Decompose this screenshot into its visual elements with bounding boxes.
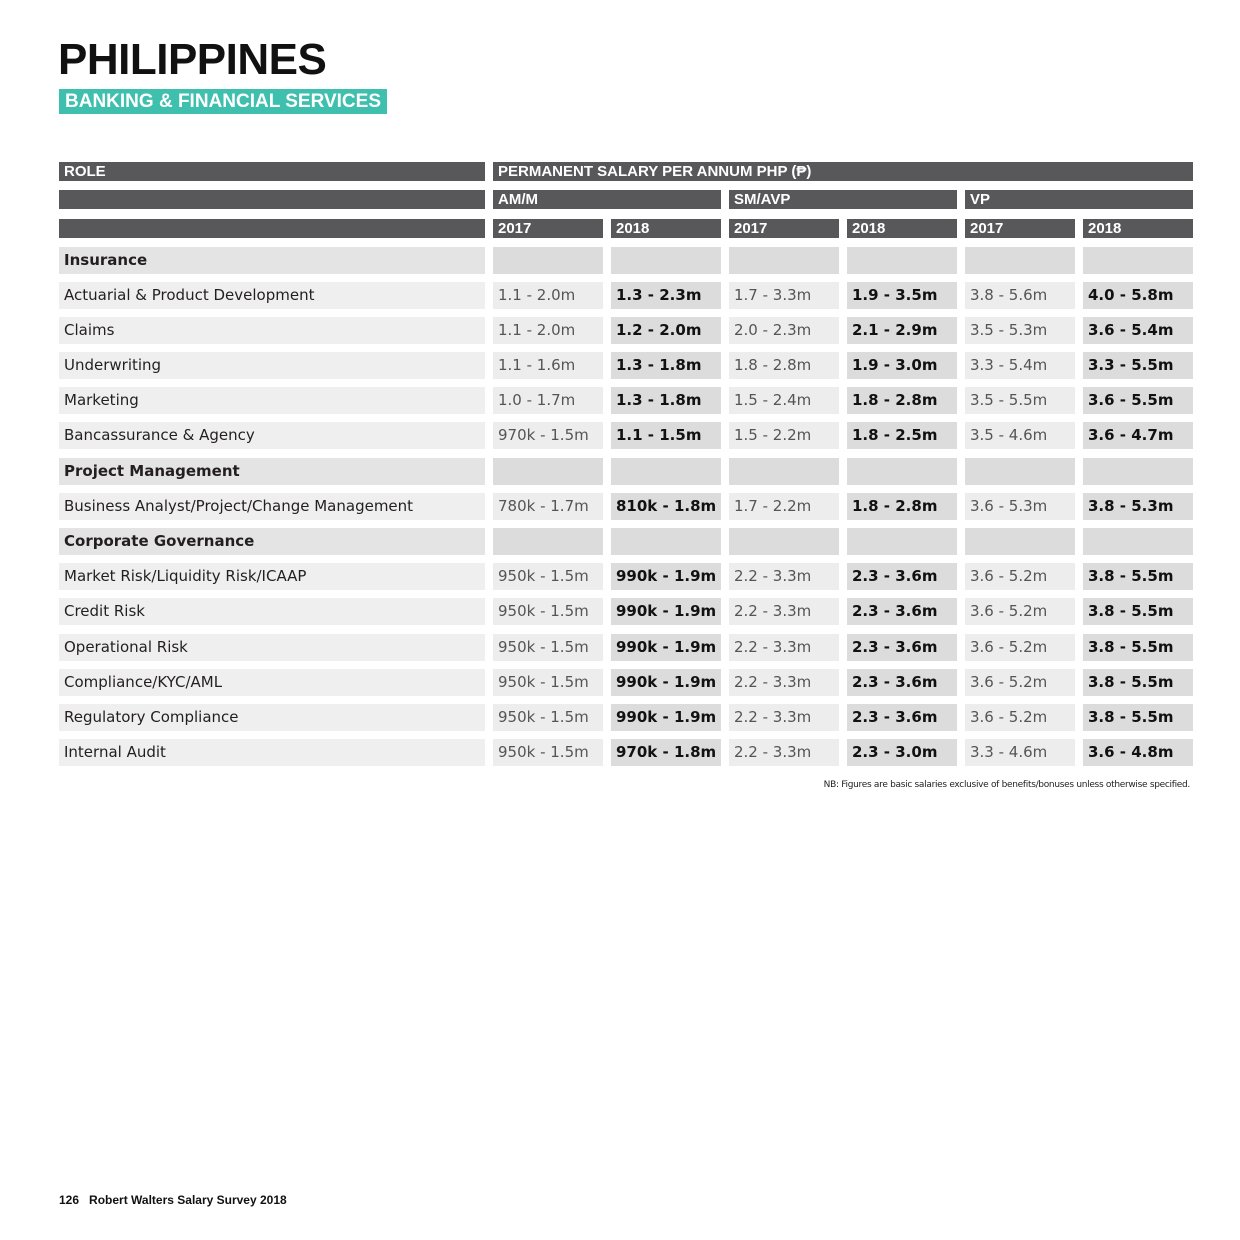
section-heading: Insurance (59, 247, 485, 274)
salary-cell: 1.9 - 3.0m (847, 352, 957, 379)
salary-cell: 1.3 - 1.8m (611, 352, 721, 379)
salary-cell: 1.1 - 1.6m (493, 352, 603, 379)
salary-cell: 1.8 - 2.8m (729, 352, 839, 379)
salary-cell: 3.8 - 5.5m (1083, 669, 1193, 696)
salary-cell: 1.7 - 2.2m (729, 493, 839, 520)
header-year: 2017 (965, 219, 1075, 238)
salary-cell: 3.8 - 5.5m (1083, 563, 1193, 590)
header-blank (59, 219, 485, 238)
page-title: PHILIPPINES (58, 35, 327, 84)
section-blank-cell (847, 528, 957, 555)
role-name: Underwriting (59, 352, 485, 379)
header-level: VP (965, 190, 1193, 209)
header-year: 2017 (729, 219, 839, 238)
salary-cell: 2.3 - 3.6m (847, 634, 957, 661)
salary-cell: 3.8 - 5.3m (1083, 493, 1193, 520)
section-blank-cell (1083, 247, 1193, 274)
salary-cell: 3.6 - 5.2m (965, 634, 1075, 661)
role-name: Compliance/KYC/AML (59, 669, 485, 696)
salary-cell: 990k - 1.9m (611, 598, 721, 625)
salary-cell: 950k - 1.5m (493, 598, 603, 625)
salary-cell: 2.2 - 3.3m (729, 669, 839, 696)
salary-cell: 1.8 - 2.5m (847, 422, 957, 449)
section-blank-cell (729, 247, 839, 274)
section-blank-cell (611, 458, 721, 485)
salary-cell: 950k - 1.5m (493, 704, 603, 731)
salary-cell: 970k - 1.8m (611, 739, 721, 766)
salary-cell: 1.2 - 2.0m (611, 317, 721, 344)
section-blank-cell (611, 528, 721, 555)
header-blank (59, 190, 485, 209)
salary-cell: 3.6 - 5.3m (965, 493, 1075, 520)
header-year: 2018 (847, 219, 957, 238)
salary-cell: 990k - 1.9m (611, 563, 721, 590)
publication-name: Robert Walters Salary Survey 2018 (89, 1193, 287, 1207)
salary-cell: 2.0 - 2.3m (729, 317, 839, 344)
section-blank-cell (493, 247, 603, 274)
header-year: 2018 (611, 219, 721, 238)
section-subtitle: BANKING & FINANCIAL SERVICES (59, 89, 387, 114)
salary-cell: 3.3 - 5.5m (1083, 352, 1193, 379)
section-blank-cell (493, 458, 603, 485)
salary-cell: 3.6 - 5.2m (965, 704, 1075, 731)
salary-cell: 3.8 - 5.5m (1083, 598, 1193, 625)
salary-cell: 3.6 - 5.2m (965, 598, 1075, 625)
role-name: Credit Risk (59, 598, 485, 625)
salary-cell: 1.7 - 3.3m (729, 282, 839, 309)
salary-cell: 950k - 1.5m (493, 739, 603, 766)
section-heading: Corporate Governance (59, 528, 485, 555)
salary-cell: 1.3 - 1.8m (611, 387, 721, 414)
salary-cell: 1.8 - 2.8m (847, 387, 957, 414)
salary-cell: 3.6 - 5.2m (965, 669, 1075, 696)
role-name: Regulatory Compliance (59, 704, 485, 731)
salary-cell: 2.3 - 3.6m (847, 563, 957, 590)
salary-cell: 990k - 1.9m (611, 634, 721, 661)
section-blank-cell (729, 458, 839, 485)
role-name: Operational Risk (59, 634, 485, 661)
page-footer (59, 1193, 297, 1207)
salary-cell: 3.8 - 5.5m (1083, 634, 1193, 661)
salary-cell: 3.6 - 5.5m (1083, 387, 1193, 414)
section-blank-cell (493, 528, 603, 555)
salary-cell: 3.6 - 5.2m (965, 563, 1075, 590)
salary-cell: 1.9 - 3.5m (847, 282, 957, 309)
header-salary: PERMANENT SALARY PER ANNUM PHP (₱) (493, 162, 1193, 181)
salary-cell: 810k - 1.8m (611, 493, 721, 520)
salary-cell: 950k - 1.5m (493, 634, 603, 661)
salary-cell: 2.2 - 3.3m (729, 598, 839, 625)
salary-cell: 950k - 1.5m (493, 669, 603, 696)
section-blank-cell (1083, 528, 1193, 555)
salary-cell: 3.8 - 5.6m (965, 282, 1075, 309)
role-name: Bancassurance & Agency (59, 422, 485, 449)
salary-cell: 3.6 - 4.8m (1083, 739, 1193, 766)
salary-cell: 1.1 - 1.5m (611, 422, 721, 449)
role-name: Marketing (59, 387, 485, 414)
salary-cell: 2.2 - 3.3m (729, 634, 839, 661)
salary-cell: 950k - 1.5m (493, 563, 603, 590)
section-blank-cell (965, 247, 1075, 274)
salary-cell: 990k - 1.9m (611, 704, 721, 731)
salary-cell: 2.3 - 3.6m (847, 669, 957, 696)
role-name: Actuarial & Product Development (59, 282, 485, 309)
salary-cell: 970k - 1.5m (493, 422, 603, 449)
role-name: Business Analyst/Project/Change Management (59, 493, 485, 520)
header-year: 2018 (1083, 219, 1193, 238)
section-heading: Project Management (59, 458, 485, 485)
section-blank-cell (1083, 458, 1193, 485)
section-blank-cell (965, 458, 1075, 485)
salary-cell: 3.5 - 5.3m (965, 317, 1075, 344)
header-level: AM/M (493, 190, 721, 209)
salary-cell: 1.3 - 2.3m (611, 282, 721, 309)
role-name: Claims (59, 317, 485, 344)
salary-cell: 3.6 - 5.4m (1083, 317, 1193, 344)
section-blank-cell (611, 247, 721, 274)
role-name: Market Risk/Liquidity Risk/ICAAP (59, 563, 485, 590)
salary-cell: 3.6 - 4.7m (1083, 422, 1193, 449)
salary-cell: 2.2 - 3.3m (729, 563, 839, 590)
salary-cell: 990k - 1.9m (611, 669, 721, 696)
section-blank-cell (729, 528, 839, 555)
salary-cell: 2.3 - 3.6m (847, 704, 957, 731)
salary-cell: 3.8 - 5.5m (1083, 704, 1193, 731)
salary-cell: 780k - 1.7m (493, 493, 603, 520)
header-role: ROLE (59, 162, 485, 181)
salary-cell: 3.3 - 5.4m (965, 352, 1075, 379)
salary-cell: 1.1 - 2.0m (493, 282, 603, 309)
salary-cell: 1.0 - 1.7m (493, 387, 603, 414)
page-number: 126 (59, 1193, 80, 1207)
salary-cell: 2.3 - 3.6m (847, 598, 957, 625)
salary-cell: 1.8 - 2.8m (847, 493, 957, 520)
section-blank-cell (847, 247, 957, 274)
role-name: Internal Audit (59, 739, 485, 766)
section-blank-cell (965, 528, 1075, 555)
salary-cell: 2.1 - 2.9m (847, 317, 957, 344)
salary-cell: 1.5 - 2.4m (729, 387, 839, 414)
header-year: 2017 (493, 219, 603, 238)
salary-cell: 1.5 - 2.2m (729, 422, 839, 449)
header-level: SM/AVP (729, 190, 957, 209)
salary-cell: 3.5 - 4.6m (965, 422, 1075, 449)
salary-cell: 1.1 - 2.0m (493, 317, 603, 344)
salary-cell: 4.0 - 5.8m (1083, 282, 1193, 309)
salary-cell: 2.2 - 3.3m (729, 704, 839, 731)
footnote: NB: Figures are basic salaries exclusive of benefits/bonuses unless otherwise specified. (823, 780, 1190, 790)
section-blank-cell (847, 458, 957, 485)
salary-cell: 3.5 - 5.5m (965, 387, 1075, 414)
salary-cell: 2.3 - 3.0m (847, 739, 957, 766)
salary-cell: 2.2 - 3.3m (729, 739, 839, 766)
salary-cell: 3.3 - 4.6m (965, 739, 1075, 766)
